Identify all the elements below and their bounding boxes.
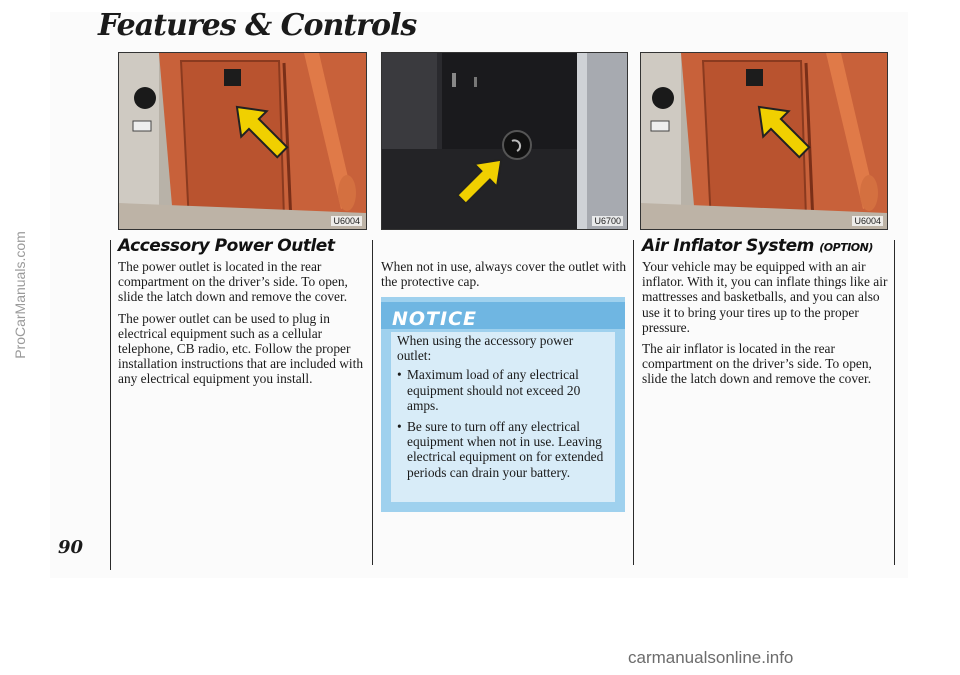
image-code: U6004 [854, 216, 881, 226]
paragraph: Your vehicle may be equipped with an air inflator. With it, you can inflate things like air mattresses and basketballs, and you can also use it to bring your tires up to the proper pressure. [642, 259, 888, 335]
list-item: • Be sure to turn off any electrical equipment when not in use. Leaving electrical equipment on for extended periods can drain your battery. [397, 419, 607, 480]
notice-box [381, 297, 625, 512]
middle-text [381, 259, 629, 295]
photo-protective-cap [381, 52, 628, 230]
page-number: 90 [58, 537, 84, 558]
accessory-text [118, 259, 366, 393]
notice-list [397, 367, 607, 479]
page-title: Features & Controls [98, 8, 417, 43]
paragraph: The air inflator is located in the rear compartment on the driver’s side. To open, slide the latch down and remove the cover. [642, 341, 872, 387]
image-code: U6004 [333, 216, 360, 226]
paragraph: The power outlet can be used to plug in electrical equipment such as a cellular telephone, CB radio, etc. Follow the proper installation instructions that are included with any electrical equipment you install. [118, 310, 364, 387]
photo-power-outlet-compartment [118, 52, 367, 230]
notice-text [397, 333, 607, 486]
air-inflator-heading-text: Air Inflator System [642, 236, 814, 256]
image-code: U6700 [594, 216, 621, 226]
section-heading-air-inflator-system [642, 236, 873, 256]
column-divider-1 [372, 240, 373, 565]
column-divider-right [894, 240, 895, 565]
list-item: • Maximum load of any electrical equipment should not exceed 20 amps. [397, 367, 607, 413]
column-divider-2 [633, 240, 634, 565]
section-heading-accessory-power-outlet: Accessory Power Outlet [118, 236, 335, 256]
sidebar-watermark-text: ProCarManuals.com [12, 231, 28, 359]
notice-intro: When using the accessory power outlet: [397, 333, 574, 364]
paragraph: The power outlet is located in the rear compartment on the driver’s side. To open, slide the latch down and remove the cover. [118, 259, 348, 305]
footer-watermark: carmanualsonline.info [628, 648, 794, 667]
column-divider-left [110, 240, 111, 570]
option-label: (OPTION) [819, 241, 873, 254]
notice-header-bar [381, 302, 625, 329]
notice-title: NOTICE [392, 308, 478, 330]
paragraph: When not in use, always cover the outlet with the protective cap. [381, 259, 627, 290]
photo-air-inflator-compartment [640, 52, 888, 230]
air-inflator-text [642, 259, 888, 393]
sidebar-watermark [6, 175, 34, 415]
